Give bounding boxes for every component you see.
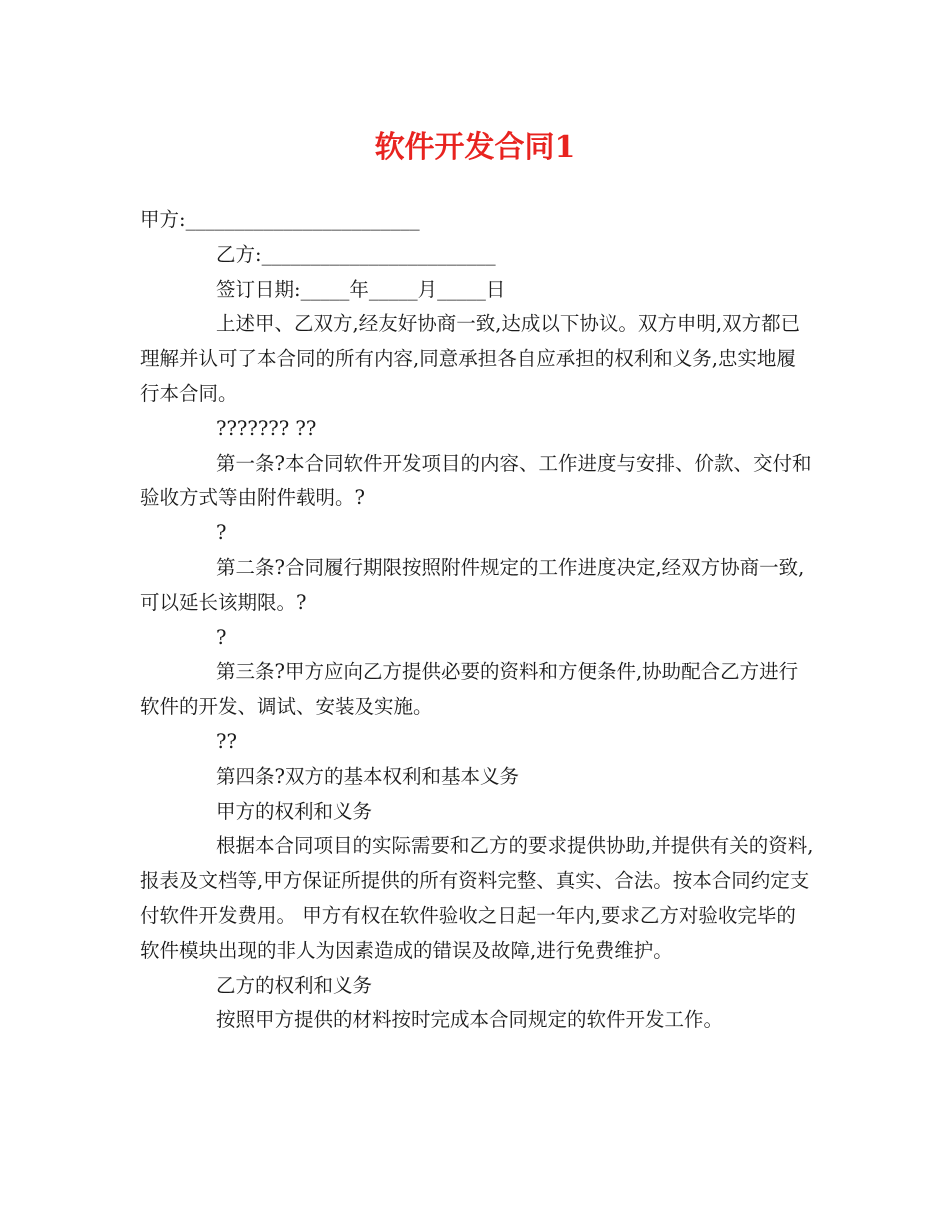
party-b-line: 乙方:________________________	[216, 242, 496, 266]
garbled-line: ?	[216, 521, 227, 545]
signing-date-line: 签订日期:_____年_____月_____日	[216, 277, 506, 301]
article-4-heading: 第四条?双方的基本权利和基本义务	[216, 764, 519, 788]
document-body	[140, 203, 815, 1038]
article-2-paragraph: 第二条?合同履行期限按照附件规定的工作进度决定,经双方协商一致,可以延长该期限。?	[140, 555, 805, 614]
article-1-paragraph: 第一条?本合同软件开发项目的内容、工作进度与安排、价款、交付和验收方式等由附件载明。?	[140, 451, 812, 510]
garbled-line: ??	[216, 729, 237, 753]
garbled-line: ?	[216, 625, 227, 649]
garbled-line: ??????? ??	[216, 416, 317, 440]
article-3-paragraph: 第三条?甲方应向乙方提供必要的资料和方便条件,协助配合乙方进行软件的开发、调试、安装及实施。	[140, 660, 799, 719]
party-a-rights-paragraph: 根据本合同项目的实际需要和乙方的要求提供协助,并提供有关的资料,报表及文档等,甲方保证所提供的所有资料完整、真实、合法。按本合同约定支付软件开发费用。 甲方有权在软件验收之日起一年内,要求乙方对验收完毕的软件模块出现的非人为因素造成的错误及故障,进行免费维护。	[140, 834, 814, 962]
document-title: 软件开发合同1	[374, 130, 576, 165]
party-a-line: 甲方:________________________	[140, 208, 420, 231]
party-b-rights-paragraph: 按照甲方提供的材料按时完成本合同规定的软件开发工作。	[216, 1008, 724, 1032]
party-b-rights-heading: 乙方的权利和义务	[216, 973, 373, 997]
preamble-paragraph: 上述甲、乙双方,经友好协商一致,达成以下协议。双方申明,双方都已理解并认可了本合同的所有内容,同意承担各自应承担的权利和义务,忠实地履行本合同。	[140, 312, 801, 405]
party-a-rights-heading: 甲方的权利和义务	[216, 799, 373, 823]
